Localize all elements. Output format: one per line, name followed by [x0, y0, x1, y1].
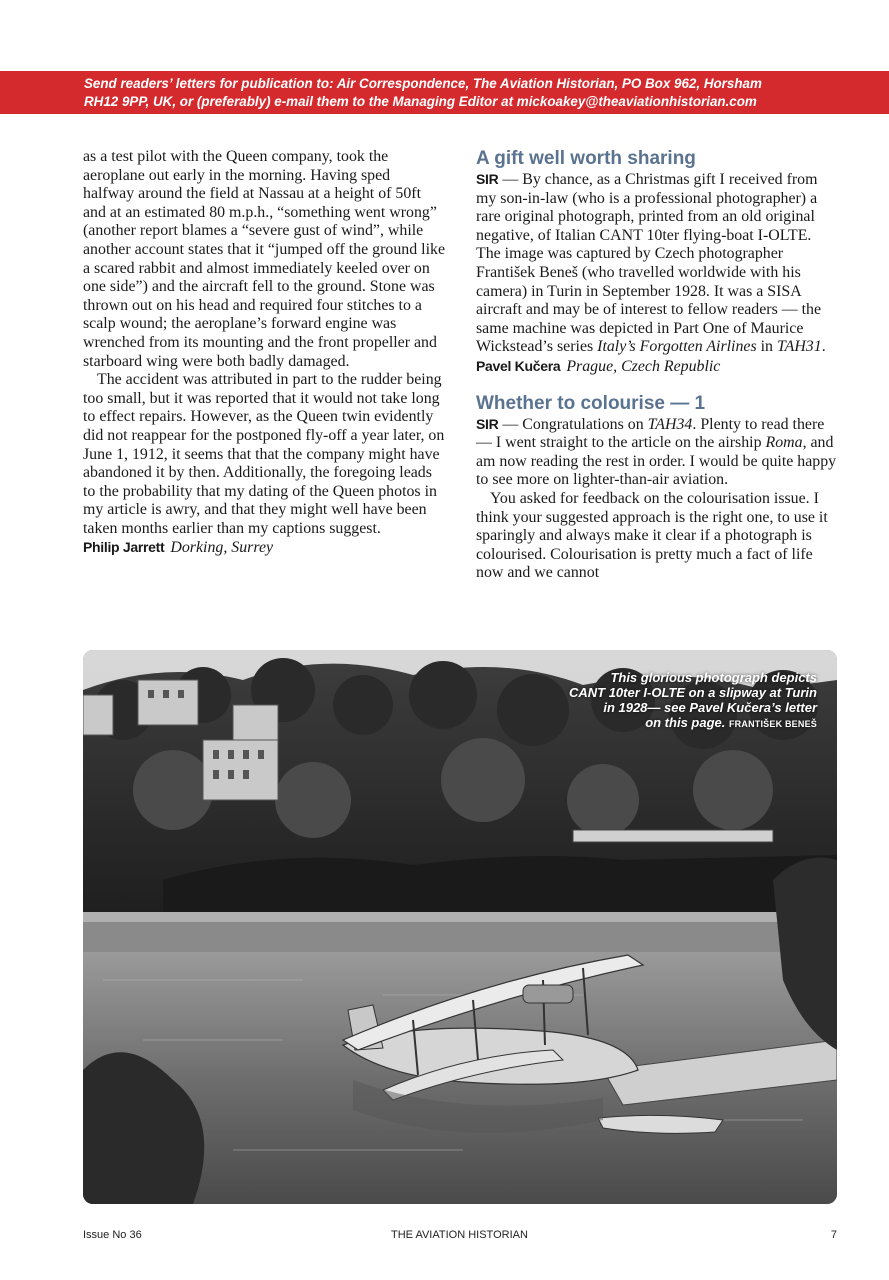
- letter-heading-colourise: Whether to colourise — 1: [476, 392, 706, 414]
- page-number: 7: [830, 1229, 837, 1241]
- flying-boat-photograph: [83, 650, 837, 1204]
- caption-line: This glorious photograph depicts: [610, 670, 817, 685]
- issue-reference: TAH31: [776, 338, 822, 356]
- letter-colourise-paragraph-2: You asked for feedback on the colourisation issue. I think your suggested approach is the right one, to use it sparingly and always make it clear if a photograph is colourised. Colourisation is pretty much a fact of life now and we cannot: [476, 489, 828, 582]
- letter-gift-body: [476, 170, 838, 357]
- letter-continuation-paragraph-1: as a test pilot with the Queen company, took the aeroplane out early in the morning. Having sped halfway around the field at Nassau at a height of 50ft and at an estimated 80 m.p.h., “something went wrong” (another report blames a “severe gust of wind”, while another account states that it “jumped off the ground like a scared rabbit and almost immediately keeled over on one side”) and the aircraft fell to the ground. Stone was thrown out on his head and required four stitches to a scalp wound; the aeroplane’s forward engine was wrenched from its mounting and the front propeller and starboard wing were both badly damaged.: [83, 148, 445, 370]
- signature-name: Pavel Kučera: [476, 357, 561, 374]
- issue-number: Issue No 36: [83, 1229, 142, 1241]
- letter-colourise-text: — Congratulations on: [498, 415, 648, 433]
- letter-gift-text-mid: in: [756, 338, 777, 356]
- page-footer: [83, 1229, 837, 1243]
- letter-colourise-text: . Plenty to read there — I went straight to the article on the airship: [476, 415, 825, 452]
- letter-gift-text: — By chance, as a Christmas gift I received from my son-in-law (who is a professional photographer) a rare original photograph, printed from an old original negative, of Italian CANT 10ter flying-boat I-OLTE. The image was captured by Czech photographer František Beneš (who travelled worldwide with his camera) in Turin in September 1928. It was a SISA aircraft and may be of interest to fellow readers — the same machine was depicted in Part One of Maurice Wickstead’s series: [476, 171, 822, 356]
- signature-kucera: [476, 357, 838, 377]
- signature-name: Philip Jarrett: [83, 539, 165, 556]
- photo-caption: [517, 670, 817, 732]
- caption-line: in 1928— see Pavel Kučera’s letter: [603, 700, 817, 715]
- sir-salutation: SIR: [476, 171, 499, 187]
- airship-name: Roma: [765, 434, 803, 452]
- caption-text: on this page.: [645, 715, 726, 730]
- signature-place: Prague, Czech Republic: [566, 357, 721, 375]
- letter-colourise-text: , and am now reading the rest in order. I would be quite happy to see more on lighter-than-air aviation.: [476, 434, 837, 489]
- banner-line-1: Send readers’ letters for publication to: Air Correspondence, The Aviation Historian, PO Box 962, Horsham: [84, 76, 762, 91]
- banner-line-2: RH12 9PP, UK, or (preferably) e-mail them to the Managing Editor at mickoakey@theaviationhistorian.com: [84, 94, 757, 109]
- sir-salutation: SIR: [476, 415, 499, 432]
- letter-colourise-body: [476, 415, 838, 490]
- left-column: [83, 148, 445, 558]
- caption-line: CANT 10ter I-OLTE on a slipway at Turin: [568, 685, 817, 700]
- letters-banner: [0, 71, 889, 114]
- letter-heading-gift: A gift well worth sharing: [476, 148, 696, 169]
- issue-reference: TAH34: [647, 415, 693, 433]
- letter-gift-text-end: .: [821, 338, 826, 356]
- photo-credit: FRANTIŠEK BENEŠ: [728, 719, 817, 729]
- signature-jarrett: [83, 538, 445, 558]
- signature-place: Dorking, Surrey: [170, 539, 274, 557]
- caption-line: [517, 715, 817, 732]
- letter-continuation-paragraph-2: The accident was attributed in part to the rudder being too small, but it was reported that it would not take long to effect repairs. However, as the Queen twin evidently did not reappear for the postponed fly-off a year later, on June 1, 1912, it seems that that the company might have abandoned it by then. Additionally, the foregoing leads to the probability that my dating of the Queen photos in my article is awry, and that they might well have been taken months earlier than my captions suggest.: [83, 371, 445, 537]
- series-title: Italy’s Forgotten Airlines: [597, 338, 757, 356]
- photo-illustration: [83, 650, 837, 1204]
- magazine-name: THE AVIATION HISTORIAN: [391, 1229, 528, 1241]
- right-column: [476, 148, 838, 583]
